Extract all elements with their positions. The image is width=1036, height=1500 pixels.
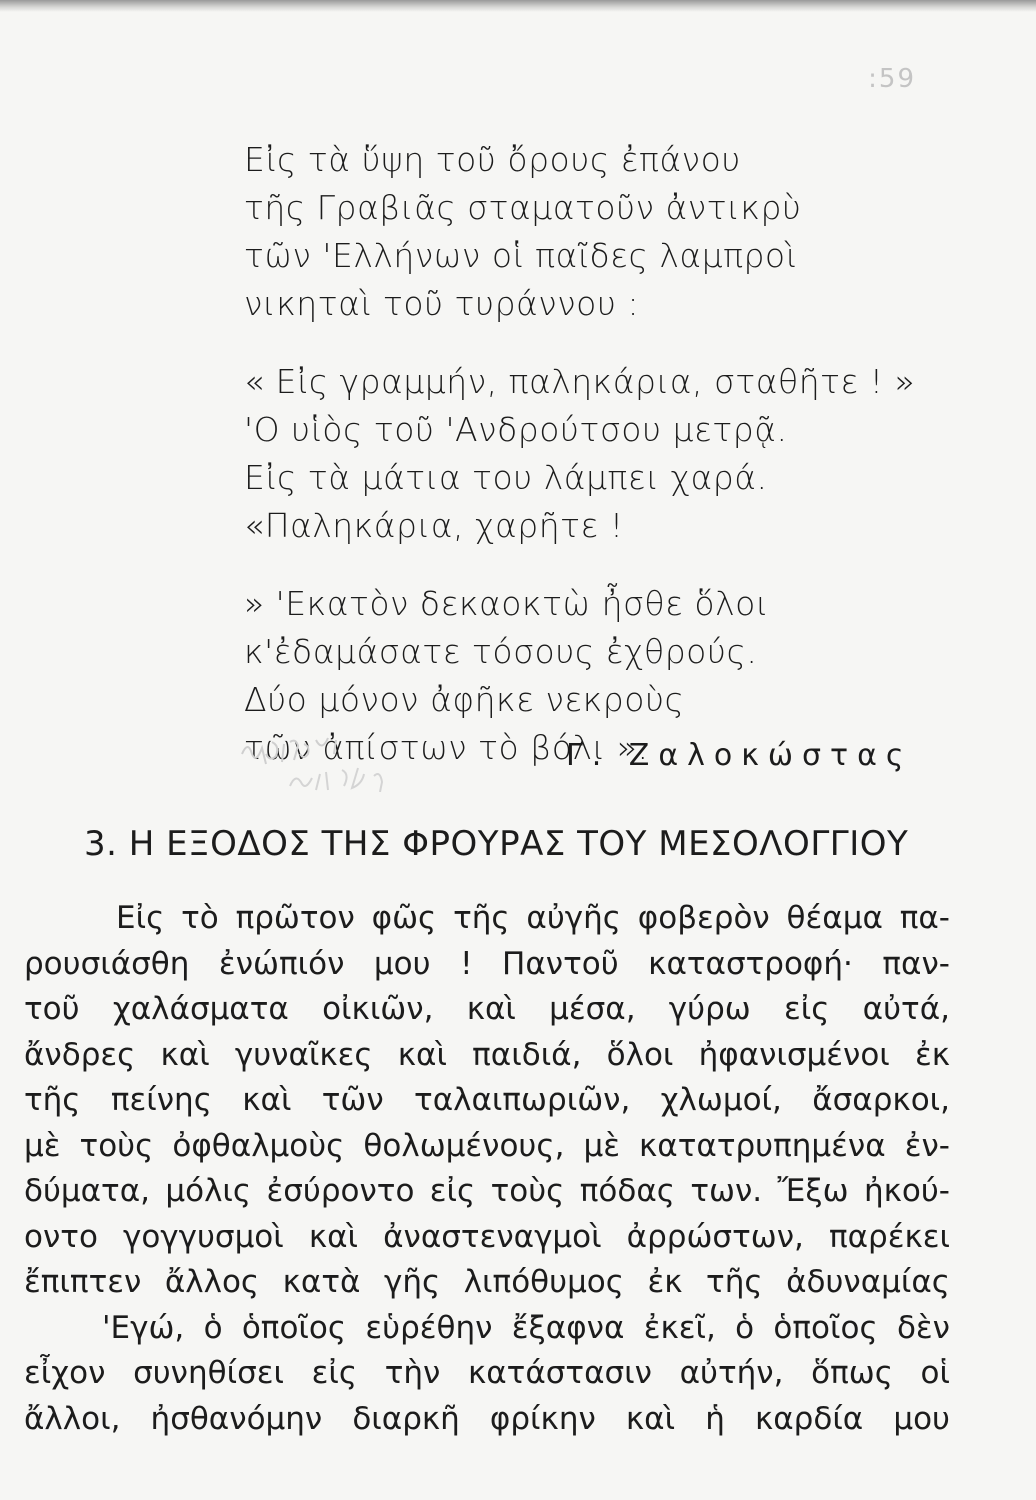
poem-line: τῶν ἀπίστων τὸ βόλι ». bbox=[244, 728, 649, 767]
page-number: :59 bbox=[868, 64, 916, 94]
text-line: εἶχον συνηθίσει εἰς τὴν κατάστασιν αὐτήν, ὅπως οἱ bbox=[24, 1355, 950, 1391]
poem-line: τῶν 'Ελλήνων οἱ παῖδες λαμπροὶ bbox=[244, 236, 798, 275]
text-line: ρουσιάσθη ἐνώπιόν μου ! Παντοῦ καταστροφή· παν- bbox=[24, 945, 950, 982]
poem-line: τῆς Γραβιᾶς σταματοῦν ἀντικρὺ bbox=[244, 188, 802, 227]
text-line: οντο γογγυσμοὶ καὶ ἀναστεναγμοὶ ἀρρώστων, παρέκει bbox=[24, 1218, 950, 1255]
poem-author-signature: Γ. Ζαλοκώστας bbox=[566, 738, 913, 773]
text-line: δύματα, μόλις ἐσύροντο εἰς τοὺς πόδας των. Ἔξω ἠκού- bbox=[24, 1173, 950, 1209]
text-line: ἄλλοι, ἠσθανόμην διαρκῆ φρίκην καὶ ἡ καρδία μου bbox=[24, 1400, 950, 1437]
poem-line: » 'Εκατὸν δεκαοκτὼ ἦσθε ὅλοι bbox=[244, 584, 770, 623]
poem-line: «Παληκάρια, χαρῆτε ! bbox=[244, 506, 624, 545]
page-top-edge bbox=[0, 0, 1036, 12]
text-line: τοῦ χαλάσματα οἰκιῶν, καὶ μέσα, γύρω εἰς αὐτά, bbox=[24, 991, 950, 1027]
poem-stanza-2 bbox=[244, 358, 944, 550]
text-line: μὲ τοὺς ὀφθαλμοὺς θολωμένους, μὲ κατατρυπημένα ἐν- bbox=[24, 1127, 950, 1164]
text-line: 'Εγώ, ὁ ὁποῖος εὑρέθην ἔξαφνα ἐκεῖ, ὁ ὁποῖος δὲν bbox=[102, 1309, 950, 1346]
poem-line: Δύο μόνον ἀφῆκε νεκροὺς bbox=[244, 680, 685, 719]
section-body bbox=[24, 896, 950, 1442]
poem-line: κ'ἐδαμάσατε τόσους ἐχθρούς. bbox=[244, 632, 758, 671]
text-line: τῆς πείνης καὶ τῶν ταλαιπωριῶν, χλωμοί, ἄσαρκοι, bbox=[24, 1082, 950, 1118]
text-line: ἔπιπτεν ἄλλος κατὰ γῆς λιπόθυμος ἐκ τῆς ἀδυναμίας bbox=[24, 1264, 950, 1300]
poem-line: « Εἰς γραμμήν, παληκάρια, σταθῆτε ! » bbox=[244, 362, 916, 401]
poem-line: νικηταὶ τοῦ τυράννου : bbox=[244, 284, 640, 323]
section-heading: 3. Η ΕΞΟΔΟΣ ΤΗΣ ΦΡΟΥΡΑΣ ΤΟΥ ΜΕΣΟΛΟΓΓΙΟΥ bbox=[84, 824, 909, 864]
pencil-handwriting-mark bbox=[234, 722, 474, 792]
poem-line: Εἰς τὰ ὕψη τοῦ ὄρους ἐπάνου bbox=[244, 140, 741, 179]
poem-line: 'Ο υἱὸς τοῦ 'Ανδρούτσου μετρᾷ. bbox=[244, 410, 788, 449]
poem bbox=[244, 136, 944, 802]
text-line: ἄνδρες καὶ γυναῖκες καὶ παιδιά, ὅλοι ἠφανισμένοι ἐκ bbox=[24, 1036, 950, 1073]
text-line: Εἰς τὸ πρῶτον φῶς τῆς αὐγῆς φοβερὸν θέαμα πα- bbox=[116, 900, 950, 936]
poem-line: Εἰς τὰ μάτια του λάμπει χαρά. bbox=[244, 458, 768, 497]
poem-stanza-1 bbox=[244, 136, 944, 328]
